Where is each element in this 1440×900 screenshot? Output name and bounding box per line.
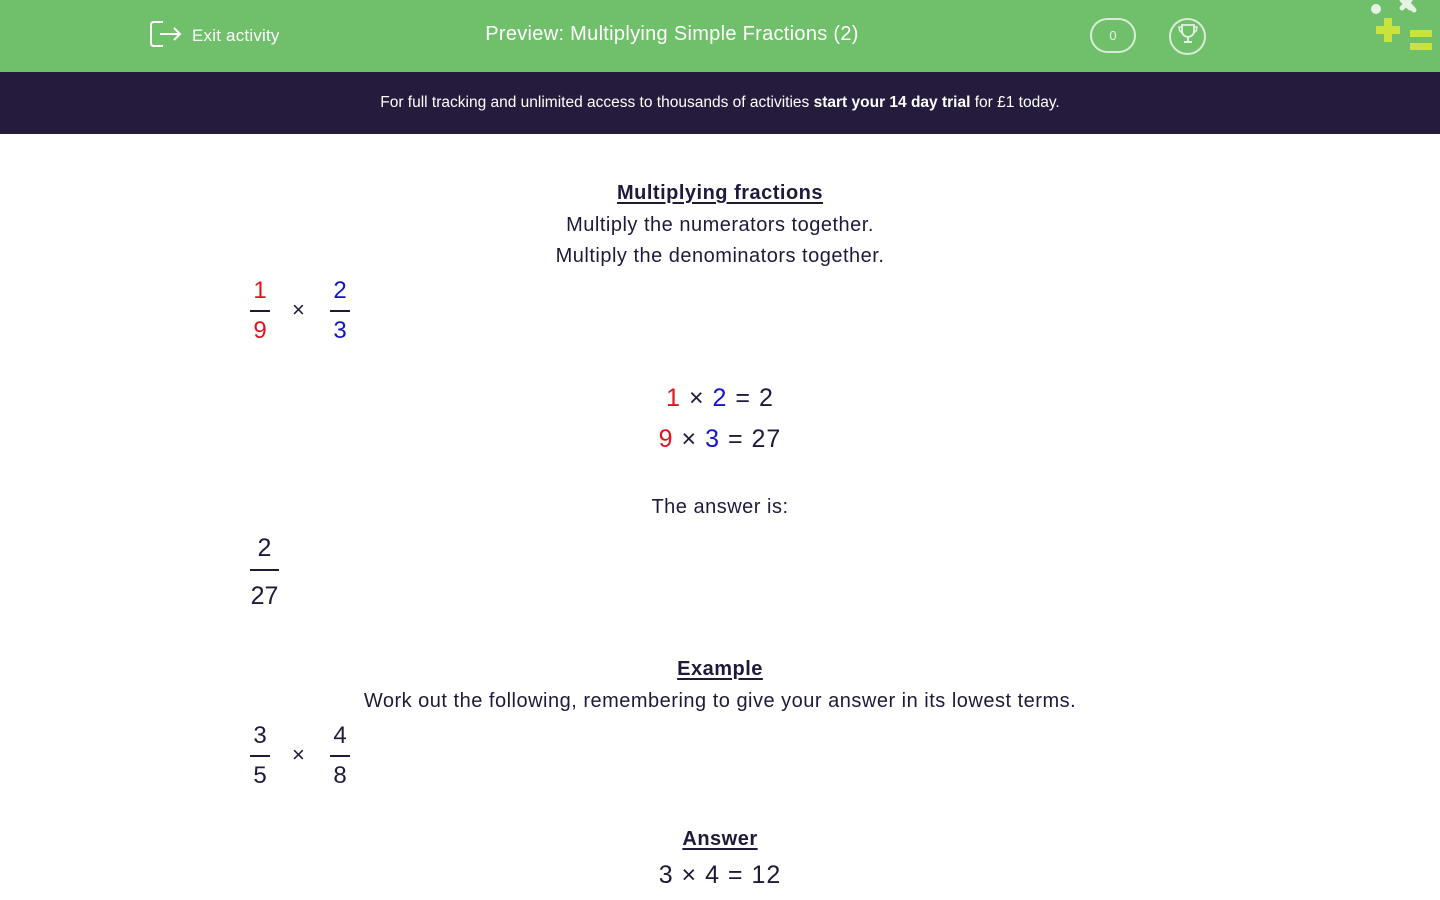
answer-numerator: 2: [257, 534, 272, 562]
example-fraction-a: [250, 721, 270, 791]
fraction-a-denominator: 9: [253, 317, 267, 344]
numerator-calculation: [0, 384, 1440, 413]
example-heading: Example: [677, 658, 763, 680]
example-fraction-b-numerator: 4: [333, 722, 347, 749]
page-title: Preview: Multiplying Simple Fractions (2): [485, 23, 859, 45]
calc1-op: ×: [688, 384, 705, 412]
answer-fraction: [250, 532, 279, 612]
example-fraction-b-denominator: 8: [333, 762, 347, 789]
calc2-result: 27: [751, 425, 782, 453]
instruction-line-1: Multiply the numerators together.: [566, 214, 874, 236]
example-fraction-a-numerator: 3: [253, 722, 267, 749]
banner-text-before: For full tracking and unlimited access to thousands of activities: [380, 94, 814, 111]
calc1-result: 2: [758, 384, 774, 412]
multiply-sign: ×: [292, 297, 305, 322]
answer-heading: Answer: [682, 828, 758, 850]
fraction-bar: [250, 310, 270, 312]
instruction-line-2: Multiply the denominators together.: [555, 245, 885, 267]
example-fraction-b: [330, 721, 350, 791]
fraction-bar: [250, 755, 270, 757]
calc1-eq: =: [735, 384, 752, 412]
calc1-b: 2: [712, 384, 728, 412]
trial-banner: [0, 72, 1440, 134]
fraction-bar: [250, 569, 279, 571]
calc2-b: 3: [705, 425, 720, 453]
calc2-a: 9: [658, 425, 674, 453]
fraction-a: [250, 276, 270, 346]
answer-calculation: 3 × 4 = 12: [658, 861, 782, 889]
fraction-b-denominator: 3: [333, 317, 347, 344]
calc2-op: ×: [681, 425, 698, 453]
calc2-eq: =: [727, 425, 744, 453]
denominator-calculation: [0, 425, 1440, 454]
exit-activity-label: Exit activity: [192, 26, 280, 45]
top-bar: [0, 0, 1440, 72]
answer-denominator: 27: [250, 582, 279, 610]
fraction-a-numerator: 1: [253, 277, 267, 304]
trophy-button[interactable]: [1169, 18, 1206, 55]
brand-logo: [1360, 0, 1440, 60]
section-heading-multiplying-fractions: Multiplying fractions: [616, 182, 824, 204]
answer-intro: The answer is:: [651, 496, 789, 518]
fraction-bar: [330, 310, 350, 312]
start-trial-link[interactable]: start your 14 day trial: [813, 94, 971, 111]
trophy-icon: [1176, 23, 1200, 50]
fraction-b: [330, 276, 350, 346]
calc1-a: 1: [666, 384, 682, 412]
example-fraction-a-denominator: 5: [253, 762, 267, 789]
example-instruction: Work out the following, remembering to give your answer in its lowest terms.: [363, 690, 1077, 712]
fraction-bar: [330, 755, 350, 757]
banner-text-after: for £1 today.: [970, 94, 1060, 111]
score-badge: 0: [1090, 18, 1136, 53]
fraction-b-numerator: 2: [333, 277, 347, 304]
multiply-sign: ×: [292, 742, 305, 767]
